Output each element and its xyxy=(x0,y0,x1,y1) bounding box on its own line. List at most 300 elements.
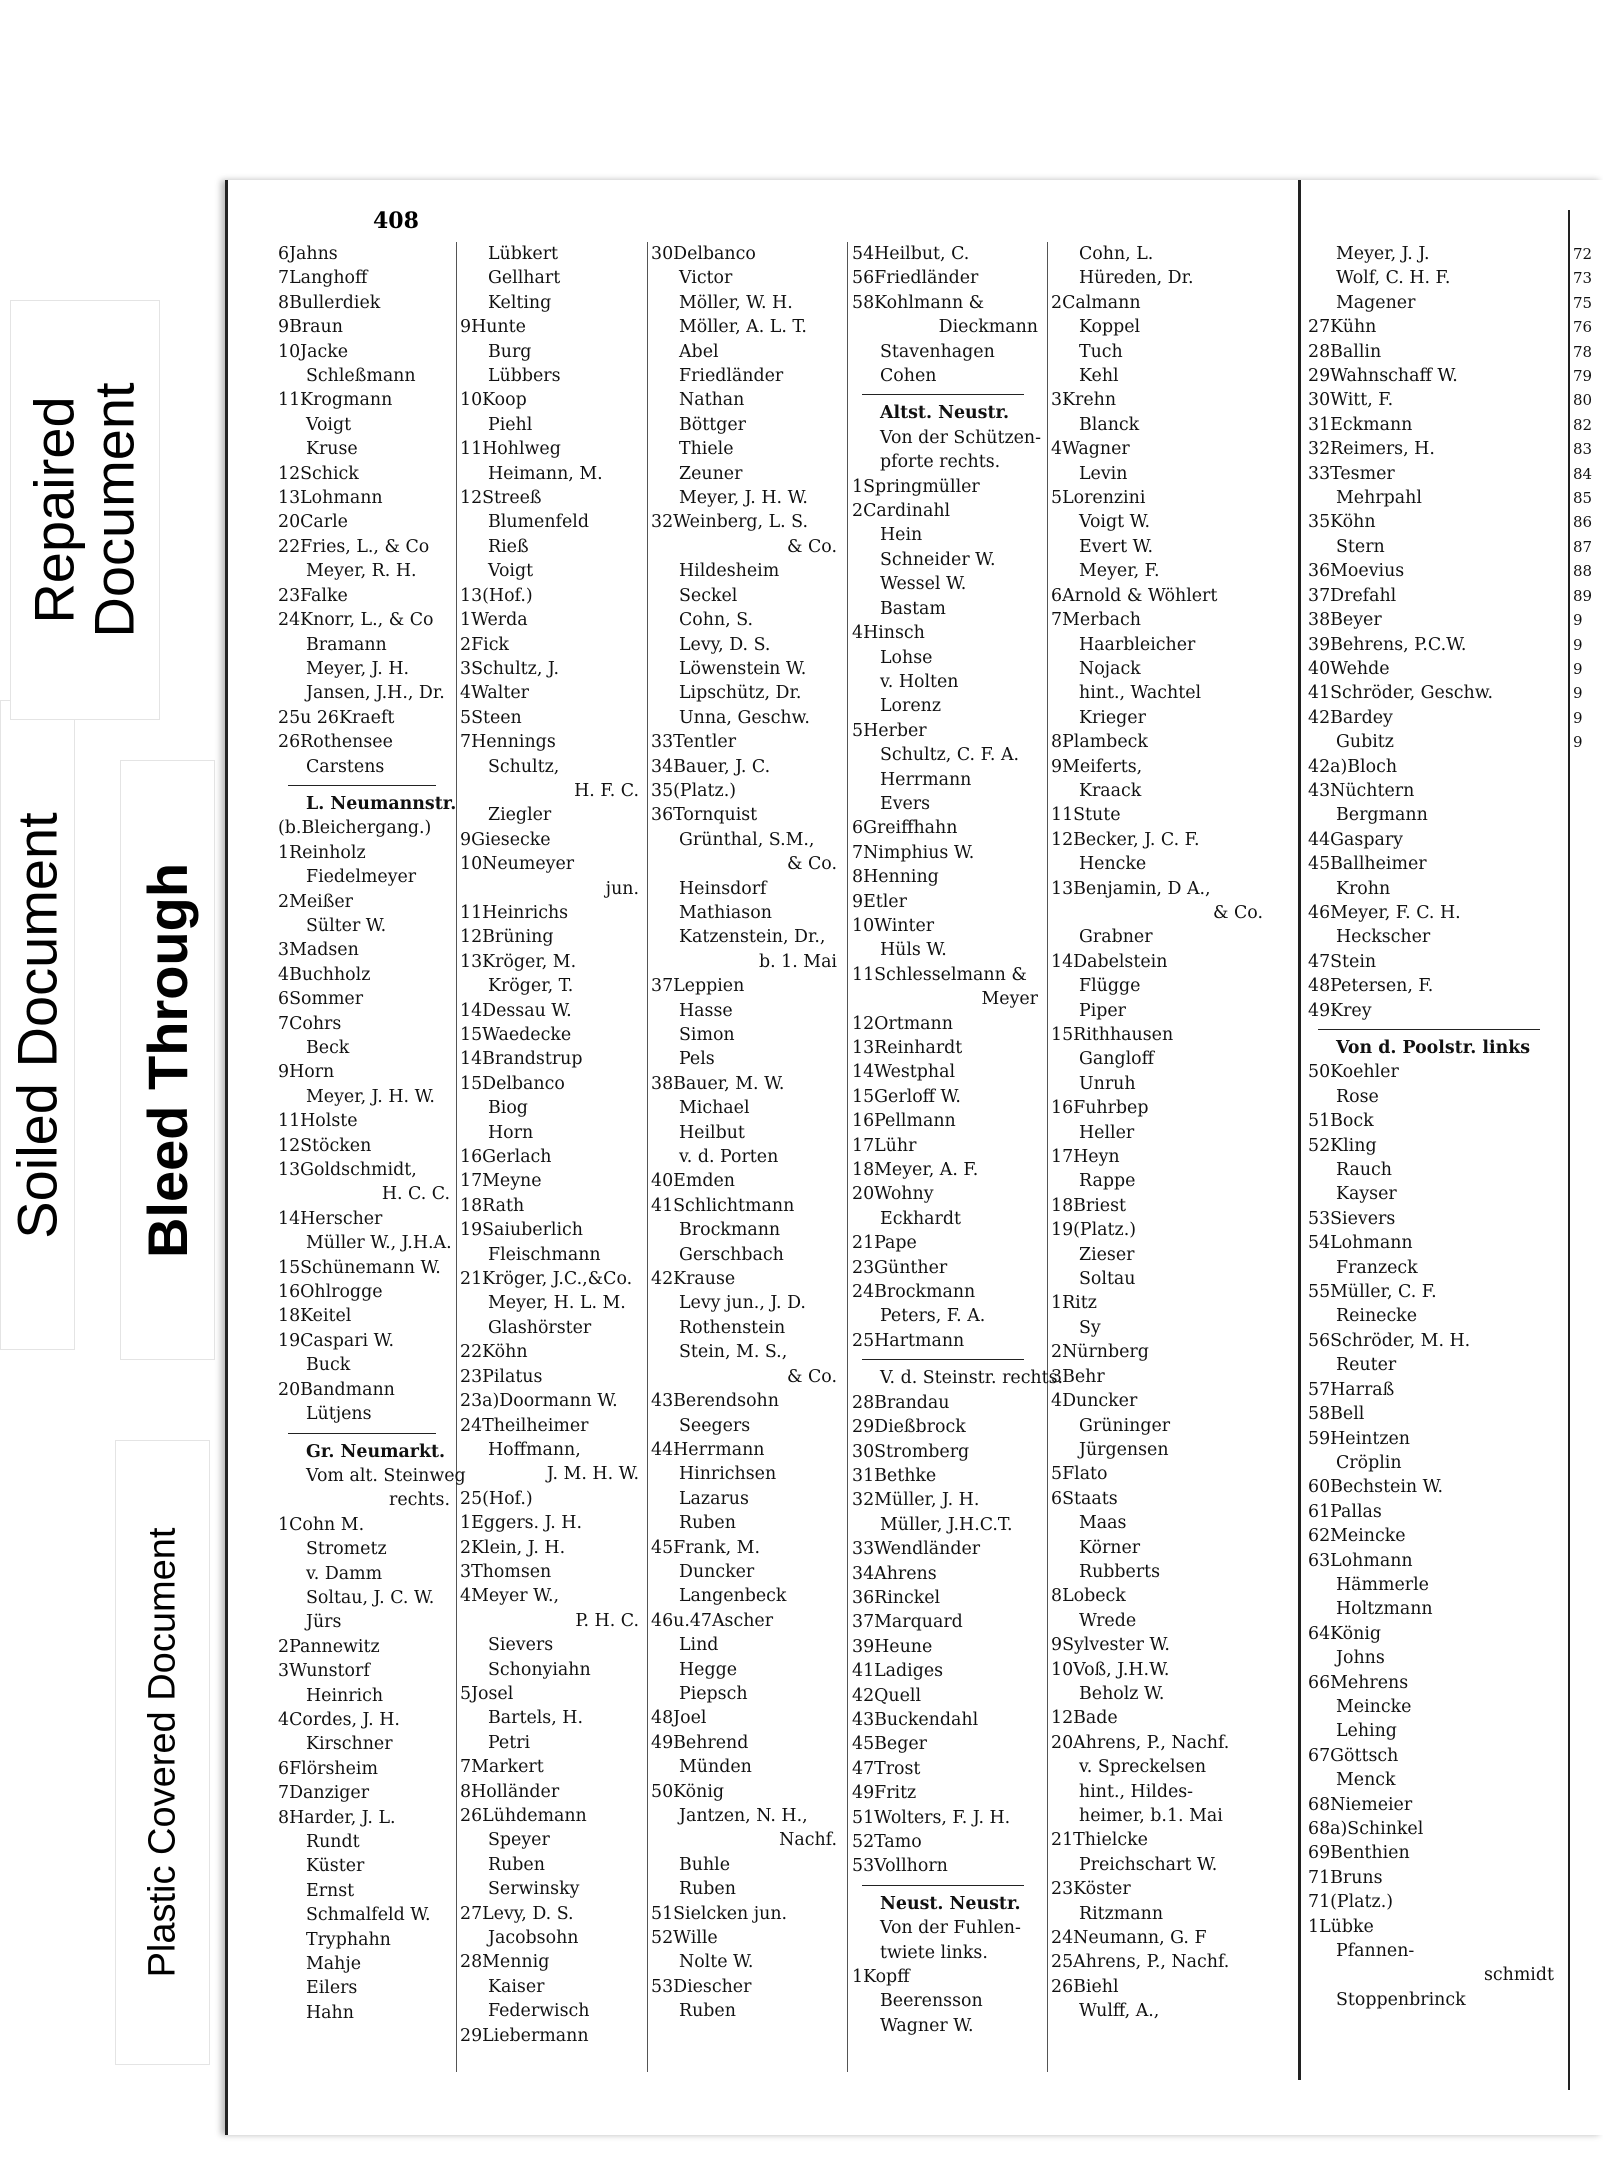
directory-entry: 27Levy, D. S. xyxy=(460,1903,574,1924)
directory-entry: 13Reinhardt xyxy=(852,1038,963,1058)
column-6 xyxy=(1308,242,1560,2012)
directory-entry: Lübkert xyxy=(488,244,559,264)
directory-entry: 83 xyxy=(1573,440,1593,459)
directory-entry: 56Schröder, M. H. xyxy=(1308,1330,1471,1351)
directory-entry: Cröplin xyxy=(1336,1452,1402,1473)
directory-entry: Lorenz xyxy=(880,696,941,717)
directory-entry: 10Voß, J.H.W. xyxy=(1051,1659,1170,1680)
directory-entry: v. Spreckelsen xyxy=(1079,1757,1207,1778)
directory-entry: 1Cohn M. xyxy=(278,1514,365,1535)
directory-entry: Müller W., J.H.A. xyxy=(306,1233,452,1254)
plastic-covered-label xyxy=(115,1440,210,2065)
directory-entry: 36Tornquist xyxy=(651,805,758,826)
directory-entry: 85 xyxy=(1573,489,1593,508)
directory-entry: 21Kröger, J.C.,&Co. xyxy=(460,1269,633,1290)
directory-entry: Rose xyxy=(1336,1086,1379,1107)
directory-entry: Lübbers xyxy=(488,366,561,387)
directory-entry: 23Günther xyxy=(852,1257,948,1278)
street-heading: Neust. Neustr. xyxy=(880,1893,1021,1914)
directory-entry: Piepsch xyxy=(679,1683,748,1704)
directory-entry: 26Rothensee xyxy=(278,732,393,753)
directory-entry: Tuch xyxy=(1079,341,1123,362)
directory-entry: Nojack xyxy=(1079,658,1141,679)
directory-entry: 42Quell xyxy=(852,1685,922,1706)
directory-entry: Seegers xyxy=(679,1415,751,1436)
directory-entry: 43Nüchtern xyxy=(1308,780,1415,801)
directory-entry: 39Behrens, P.C.W. xyxy=(1308,634,1467,655)
directory-entry: Lind xyxy=(679,1635,719,1656)
directory-entry: Victor xyxy=(679,268,733,289)
directory-entry: 47Trost xyxy=(852,1758,921,1779)
directory-entry: Nolte W. xyxy=(679,1952,754,1973)
directory-entry: v. Holten xyxy=(880,671,959,692)
directory-entry: Jacobsohn xyxy=(488,1928,579,1949)
directory-entry: Nachf. xyxy=(779,1830,837,1851)
directory-entry: 15Gerloff W. xyxy=(852,1086,961,1107)
directory-entry: 58Kohlmann & xyxy=(852,292,985,313)
directory-entry: 20Ahrens, P., Nachf. xyxy=(1051,1732,1230,1753)
directory-entry: 67Göttsch xyxy=(1308,1745,1399,1766)
directory-entry: Lohse xyxy=(880,647,933,668)
directory-entry: 42a)Bloch xyxy=(1308,756,1398,777)
directory-entry: Brockmann xyxy=(679,1220,781,1241)
directory-entry: 8Henning xyxy=(852,867,939,888)
directory-entry: Jantzen, N. H., xyxy=(679,1806,808,1826)
directory-entry: Kaiser xyxy=(488,1976,545,1997)
directory-entry: 6Greiffhahn xyxy=(852,818,958,839)
directory-entry: Grünthal, S.M., xyxy=(679,829,815,850)
directory-entry: Serwinsky xyxy=(488,1879,580,1900)
directory-entry: 18Briest xyxy=(1051,1195,1126,1216)
directory-entry: & Co. xyxy=(1212,902,1263,923)
directory-entry: 9 xyxy=(1573,635,1583,654)
directory-entry: 28Mennig xyxy=(460,1952,550,1973)
directory-entry: Federwisch xyxy=(488,2001,590,2022)
directory-entry: Ruben xyxy=(679,2001,736,2022)
directory-entry: Wessel W. xyxy=(880,574,967,595)
directory-entry: 4Wagner xyxy=(1051,439,1130,460)
directory-entry: 89 xyxy=(1573,586,1593,605)
directory-entry: Voigt xyxy=(488,561,534,582)
directory-entry: 2Klein, J. H. xyxy=(460,1537,566,1558)
directory-entry: 54Lohmann xyxy=(1308,1233,1413,1254)
directory-entry: 37Marquard xyxy=(852,1612,963,1633)
directory-entry: 4Walter xyxy=(460,683,529,704)
directory-entry: 3Madsen xyxy=(278,940,359,961)
directory-entry: 62Meincke xyxy=(1308,1526,1406,1547)
directory-entry: Müller, J.H.C.T. xyxy=(880,1514,1013,1535)
directory-entry: Meyer, J. H. W. xyxy=(679,488,808,509)
directory-entry: Michael xyxy=(679,1098,750,1119)
directory-entry: Katzenstein, Dr., xyxy=(679,927,826,948)
directory-entry: 6Sommer xyxy=(278,989,364,1010)
directory-entry: Kirschner xyxy=(306,1734,393,1755)
directory-entry: 11Stute xyxy=(1051,805,1121,826)
directory-entry: H. F. C. xyxy=(574,780,639,801)
directory-entry: Grabner xyxy=(1079,927,1153,948)
directory-entry: Cohen xyxy=(880,366,937,387)
directory-entry: Soltau xyxy=(1079,1269,1136,1290)
directory-entry: 24Knorr, L., & Co xyxy=(278,610,434,631)
directory-entry: 9 xyxy=(1573,733,1583,752)
directory-entry: Blumenfeld xyxy=(488,512,589,533)
directory-entry: 48Petersen, F. xyxy=(1308,976,1434,997)
directory-entry: Hein xyxy=(880,525,923,546)
directory-entry: 8Plambeck xyxy=(1051,732,1148,753)
directory-entry: Reuter xyxy=(1336,1355,1397,1376)
street-heading: Von d. Poolstr. links xyxy=(1336,1038,1531,1058)
directory-entry: Pfannen- xyxy=(1336,1941,1415,1962)
directory-entry: 52Tamo xyxy=(852,1832,922,1852)
directory-entry: 9Etler xyxy=(852,891,907,912)
directory-entry: 17Heyn xyxy=(1051,1147,1120,1168)
directory-entry: 25Ahrens, P., Nachf. xyxy=(1051,1952,1230,1973)
directory-entry: 61Pallas xyxy=(1308,1501,1382,1522)
directory-entry: Gubitz xyxy=(1336,732,1394,753)
directory-entry: Bramann xyxy=(306,634,387,655)
column-divider xyxy=(1047,242,1048,2072)
directory-entry: 28Brandau xyxy=(852,1392,950,1413)
directory-entry: 45Ballheimer xyxy=(1308,854,1427,875)
directory-entry: 10Jacke xyxy=(278,341,349,362)
section-rule xyxy=(862,394,1024,395)
directory-entry: Stoppenbrinck xyxy=(1336,1989,1466,2010)
directory-entry: Biog xyxy=(488,1098,528,1119)
directory-entry: 13Lohmann xyxy=(278,488,383,509)
directory-entry: Heller xyxy=(1079,1122,1135,1143)
street-heading: Altst. Neustr. xyxy=(880,403,1010,424)
directory-entry: Speyer xyxy=(488,1830,550,1851)
directory-entry: Simon xyxy=(679,1025,735,1045)
directory-entry: 87 xyxy=(1573,537,1593,556)
directory-entry: Stern xyxy=(1336,536,1385,557)
directory-entry: heimer, b.1. Mai xyxy=(1079,1806,1223,1826)
directory-entry: 53Diescher xyxy=(651,1976,752,1997)
directory-entry: 16Ohlrogge xyxy=(278,1282,383,1303)
directory-entry: 11Hohlweg xyxy=(460,439,561,460)
directory-entry: 16Fuhrbep xyxy=(1051,1098,1149,1119)
directory-entry: 9Meiferts, xyxy=(1051,756,1143,777)
directory-entry: 3Wunstorf xyxy=(278,1661,370,1682)
directory-entry: 31Bethke xyxy=(852,1465,937,1486)
directory-entry: Buck xyxy=(306,1355,351,1376)
directory-entry: 38Bauer, M. W. xyxy=(651,1073,785,1094)
directory-entry: Pels xyxy=(679,1049,715,1070)
directory-entry: 58Bell xyxy=(1308,1404,1365,1425)
directory-entry: 13Benjamin, D A., xyxy=(1051,878,1211,899)
directory-entry: Hasse xyxy=(679,1000,733,1021)
directory-entry: 9Sylvester W. xyxy=(1051,1635,1170,1656)
directory-entry: 47Stein xyxy=(1308,951,1377,972)
directory-entry: 25u 26Kraeft xyxy=(278,707,395,728)
directory-entry: 4Hinsch xyxy=(852,623,925,644)
directory-entry: Ziegler xyxy=(488,805,552,826)
directory-entry: 38Beyer xyxy=(1308,610,1382,631)
directory-entry: Franzeck xyxy=(1336,1257,1418,1278)
directory-entry: 12Ortmann xyxy=(852,1013,953,1034)
directory-entry: Kehl xyxy=(1079,366,1119,387)
directory-entry: 33Tesmer xyxy=(1308,463,1395,484)
directory-entry: 22Köhn xyxy=(460,1342,528,1363)
directory-entry: V. d. Steinstr. rechts. xyxy=(880,1368,1064,1389)
directory-entry: Magener xyxy=(1336,292,1416,313)
repaired-line2: Document xyxy=(83,382,147,638)
directory-entry: Von der Fuhlen- xyxy=(880,1918,1021,1939)
directory-entry: 3Krehn xyxy=(1051,390,1117,411)
directory-entry: Schmalfeld W. xyxy=(306,1905,431,1926)
street-heading: L. Neumannstr. xyxy=(306,793,457,814)
section-rule xyxy=(288,1433,436,1434)
section-rule xyxy=(862,1359,1024,1360)
directory-entry: 46u.47Ascher xyxy=(651,1610,774,1631)
directory-entry: 1Werda xyxy=(460,610,528,631)
directory-entry: 7Nimphius W. xyxy=(852,842,975,863)
directory-entry: 54Heilbut, C. xyxy=(852,244,970,264)
directory-entry: Ruben xyxy=(488,1854,545,1875)
directory-entry: Meyer, H. L. M. xyxy=(488,1293,626,1314)
directory-entry: Wolf, C. H. F. xyxy=(1336,268,1451,289)
directory-entry: Heinsdorf xyxy=(679,878,767,899)
directory-entry: 23Falke xyxy=(278,585,348,606)
section-rule xyxy=(862,1885,1024,1886)
directory-entry: 50Koehler xyxy=(1308,1062,1399,1083)
directory-entry: Beerensson xyxy=(880,1991,983,2012)
directory-entry: 84 xyxy=(1573,464,1593,483)
directory-entry: Rappe xyxy=(1079,1171,1136,1192)
directory-entry: 9 xyxy=(1573,659,1583,678)
directory-entry: 33Wendländer xyxy=(852,1539,981,1560)
directory-entry: Mahje xyxy=(306,1954,362,1975)
directory-entry: Löwenstein W. xyxy=(679,658,807,679)
directory-entry: & Co. xyxy=(786,854,837,875)
directory-entry: Kruse xyxy=(306,439,358,460)
directory-entry: Kröger, T. xyxy=(488,976,574,997)
directory-entry: 37Drefahl xyxy=(1308,585,1397,606)
directory-entry: 1Lübke xyxy=(1308,1916,1374,1937)
directory-entry: 43Berendsohn xyxy=(651,1391,779,1412)
directory-entry: 12Becker, J. C. F. xyxy=(1051,829,1200,850)
repaired-document-text xyxy=(25,382,145,637)
directory-entry: 10Winter xyxy=(852,915,935,936)
directory-entry: Mathiason xyxy=(679,902,772,923)
directory-entry: Zieser xyxy=(1079,1244,1135,1265)
directory-entry: 21Pape xyxy=(852,1233,917,1254)
directory-entry: Johns xyxy=(1336,1648,1385,1669)
directory-entry: 52Wille xyxy=(651,1928,718,1949)
directory-entry: Stein, M. S., xyxy=(679,1342,788,1363)
directory-entry: 53Vollhorn xyxy=(852,1856,948,1877)
directory-entry: 1Springmüller xyxy=(852,476,980,497)
directory-entry: 66Mehrens xyxy=(1308,1672,1409,1693)
street-heading: Gr. Neumarkt. xyxy=(306,1441,446,1462)
directory-entry: 53Sievers xyxy=(1308,1208,1396,1229)
directory-entry: 15Waedecke xyxy=(460,1025,572,1045)
directory-entry: Heilbut xyxy=(679,1122,745,1143)
directory-entry: Heckscher xyxy=(1336,927,1431,948)
directory-entry: 72 xyxy=(1573,245,1593,263)
directory-entry: Nathan xyxy=(679,390,745,411)
directory-entry: 23a)Doormann W. xyxy=(460,1391,618,1412)
directory-entry: 18Keitel xyxy=(278,1306,352,1327)
directory-entry: 6Staats xyxy=(1051,1488,1118,1509)
directory-entry: 35(Platz.) xyxy=(651,780,737,801)
directory-entry: Ruben xyxy=(679,1879,736,1900)
soiled-document-label xyxy=(0,700,75,1350)
repaired-line1: Repaired xyxy=(23,396,87,624)
directory-entry: hint., Wachtel xyxy=(1079,683,1202,704)
directory-entry: 11Heinrichs xyxy=(460,902,569,923)
directory-entry: 78 xyxy=(1573,342,1593,361)
directory-entry: Evert W. xyxy=(1079,536,1154,557)
directory-entry: 13Goldschmidt, xyxy=(278,1160,417,1181)
plastic-covered-text: Plastic Covered Document xyxy=(141,1527,184,1978)
directory-entry: 22Fries, L., & Co xyxy=(278,536,430,557)
directory-entry: Maas xyxy=(1079,1513,1127,1534)
directory-entry: Küster xyxy=(306,1856,365,1877)
directory-entry: 1Kopff xyxy=(852,1967,910,1988)
directory-entry: Reinecke xyxy=(1336,1306,1418,1327)
directory-entry: Meyer, J. H. xyxy=(306,658,410,679)
directory-entry: Lipschütz, Dr. xyxy=(679,683,802,704)
directory-entry: Herrmann xyxy=(880,769,972,790)
directory-entry: 15Schünemann W. xyxy=(278,1257,441,1278)
directory-entry: Meincke xyxy=(1336,1696,1412,1717)
directory-entry: 25Hartmann xyxy=(852,1330,965,1351)
column-divider xyxy=(456,242,457,2072)
directory-entry: 15Delbanco xyxy=(460,1073,565,1094)
directory-entry: Schultz, xyxy=(488,756,560,777)
directory-entry: Gerschbach xyxy=(679,1244,784,1265)
directory-entry: 2Meißer xyxy=(278,891,353,912)
directory-entry: Unruh xyxy=(1079,1073,1136,1094)
directory-entry: Böttger xyxy=(679,414,746,435)
directory-entry: Haarbleicher xyxy=(1079,634,1196,655)
directory-entry: 4Cordes, J. H. xyxy=(278,1709,400,1730)
directory-entry: Von der Schützen- xyxy=(880,427,1041,448)
directory-entry: 3Thomsen xyxy=(460,1561,552,1582)
directory-entry: 68Niemeier xyxy=(1308,1794,1413,1815)
directory-entry: 68a)Schinkel xyxy=(1308,1819,1424,1839)
directory-entry: Lazarus xyxy=(679,1488,749,1509)
directory-entry: Zeuner xyxy=(679,463,743,484)
repaired-document-label xyxy=(10,300,160,720)
directory-entry: v. d. Porten xyxy=(679,1147,779,1168)
directory-entry: Ritzmann xyxy=(1079,1903,1164,1924)
page-edge-line xyxy=(1568,210,1570,2090)
directory-entry: Meyer xyxy=(981,989,1038,1010)
directory-page xyxy=(225,180,1603,2135)
directory-entry: 86 xyxy=(1573,513,1593,532)
directory-entry: 16Gerlach xyxy=(460,1147,552,1168)
directory-entry: 9Giesecke xyxy=(460,829,551,850)
directory-entry: 8Lobeck xyxy=(1051,1586,1126,1607)
section-rule xyxy=(288,785,436,786)
bleed-through-text: Bleed Through xyxy=(136,862,199,1258)
directory-entry: 2Pannewitz xyxy=(278,1636,380,1657)
directory-entry: 82 xyxy=(1573,415,1593,434)
directory-entry: Gellhart xyxy=(488,268,561,289)
directory-entry: 2Fick xyxy=(460,634,509,655)
directory-entry: 11Krogmann xyxy=(278,390,393,411)
directory-entry: 43Buckendahl xyxy=(852,1709,979,1730)
column-7-partial xyxy=(1573,242,1603,755)
directory-entry: 12Stöcken xyxy=(278,1135,372,1156)
directory-entry: 36Rinckel xyxy=(852,1587,941,1608)
directory-entry: Jürgensen xyxy=(1079,1439,1169,1460)
directory-entry: Unna, Geschw. xyxy=(679,707,810,728)
directory-entry: Tryphahn xyxy=(306,1929,391,1950)
directory-entry: 9 xyxy=(1573,684,1583,703)
directory-entry: Krieger xyxy=(1079,707,1146,728)
directory-entry: 32Weinberg, L. S. xyxy=(651,512,808,533)
directory-entry: Vom alt. Steinweg xyxy=(306,1465,466,1486)
directory-entry: 5Steen xyxy=(460,707,522,728)
directory-entry: 49Krey xyxy=(1308,1000,1372,1021)
directory-entry: Evers xyxy=(880,793,931,814)
directory-entry: 29Liebermann xyxy=(460,2025,589,2046)
directory-entry: 23Pilatus xyxy=(460,1366,543,1387)
directory-entry: Hämmerle xyxy=(1336,1574,1429,1595)
directory-entry: Abel xyxy=(679,341,719,362)
directory-entry: Münden xyxy=(679,1757,752,1778)
directory-entry: 63Lohmann xyxy=(1308,1550,1413,1571)
directory-entry: 39Heune xyxy=(852,1636,933,1657)
directory-entry: 37Leppien xyxy=(651,976,745,997)
directory-entry: H. C. C. xyxy=(381,1184,450,1205)
directory-entry: 13(Hof.) xyxy=(460,585,533,606)
directory-entry: 12Brüning xyxy=(460,927,554,948)
directory-entry: Schultz, C. F. A. xyxy=(880,745,1020,766)
directory-entry: 9 xyxy=(1573,611,1583,630)
directory-entry: 17Meyne xyxy=(460,1171,542,1192)
directory-entry: 9Hunte xyxy=(460,317,526,338)
directory-entry: hint., Hildes- xyxy=(1079,1781,1194,1802)
directory-entry: 51Sielcken jun. xyxy=(651,1903,788,1924)
directory-entry: Meyer, J. J. xyxy=(1336,244,1430,264)
directory-entry: Beck xyxy=(306,1038,350,1058)
directory-entry: Hüls W. xyxy=(880,940,947,961)
directory-entry: Fleischmann xyxy=(488,1244,601,1265)
directory-entry: Bergmann xyxy=(1336,805,1428,826)
directory-entry: 30Delbanco xyxy=(651,244,756,264)
directory-entry: 20Carle xyxy=(278,512,348,533)
directory-entry: 80 xyxy=(1573,391,1593,410)
section-rule xyxy=(1318,1029,1540,1030)
directory-entry: Meyer, F. xyxy=(1079,561,1160,582)
directory-entry: P. H. C. xyxy=(575,1610,639,1631)
directory-entry: 26Lühdemann xyxy=(460,1806,587,1826)
directory-entry: Krohn xyxy=(1336,878,1391,899)
directory-entry: Horn xyxy=(488,1122,534,1143)
directory-entry: Sievers xyxy=(488,1635,554,1656)
directory-entry: Koppel xyxy=(1079,317,1141,338)
directory-entry: Meyer, J. H. W. xyxy=(306,1086,435,1107)
directory-entry: Schneider W. xyxy=(880,549,996,570)
directory-entry: 73 xyxy=(1573,269,1593,288)
directory-entry: 5Flato xyxy=(1051,1464,1108,1485)
directory-entry: 11Holste xyxy=(278,1111,358,1132)
column-divider xyxy=(647,242,648,2072)
directory-entry: 33Tentler xyxy=(651,732,737,753)
directory-entry: 1Eggers. J. H. xyxy=(460,1513,582,1534)
directory-entry: Beholz W. xyxy=(1079,1683,1165,1704)
directory-entry: 5Herber xyxy=(852,720,927,741)
directory-entry: Rubberts xyxy=(1079,1561,1161,1582)
directory-entry: 35Köhn xyxy=(1308,512,1376,533)
directory-entry: 42Krause xyxy=(651,1269,736,1290)
directory-entry: Eilers xyxy=(306,1978,358,1999)
directory-entry: Hinrichsen xyxy=(679,1464,777,1485)
